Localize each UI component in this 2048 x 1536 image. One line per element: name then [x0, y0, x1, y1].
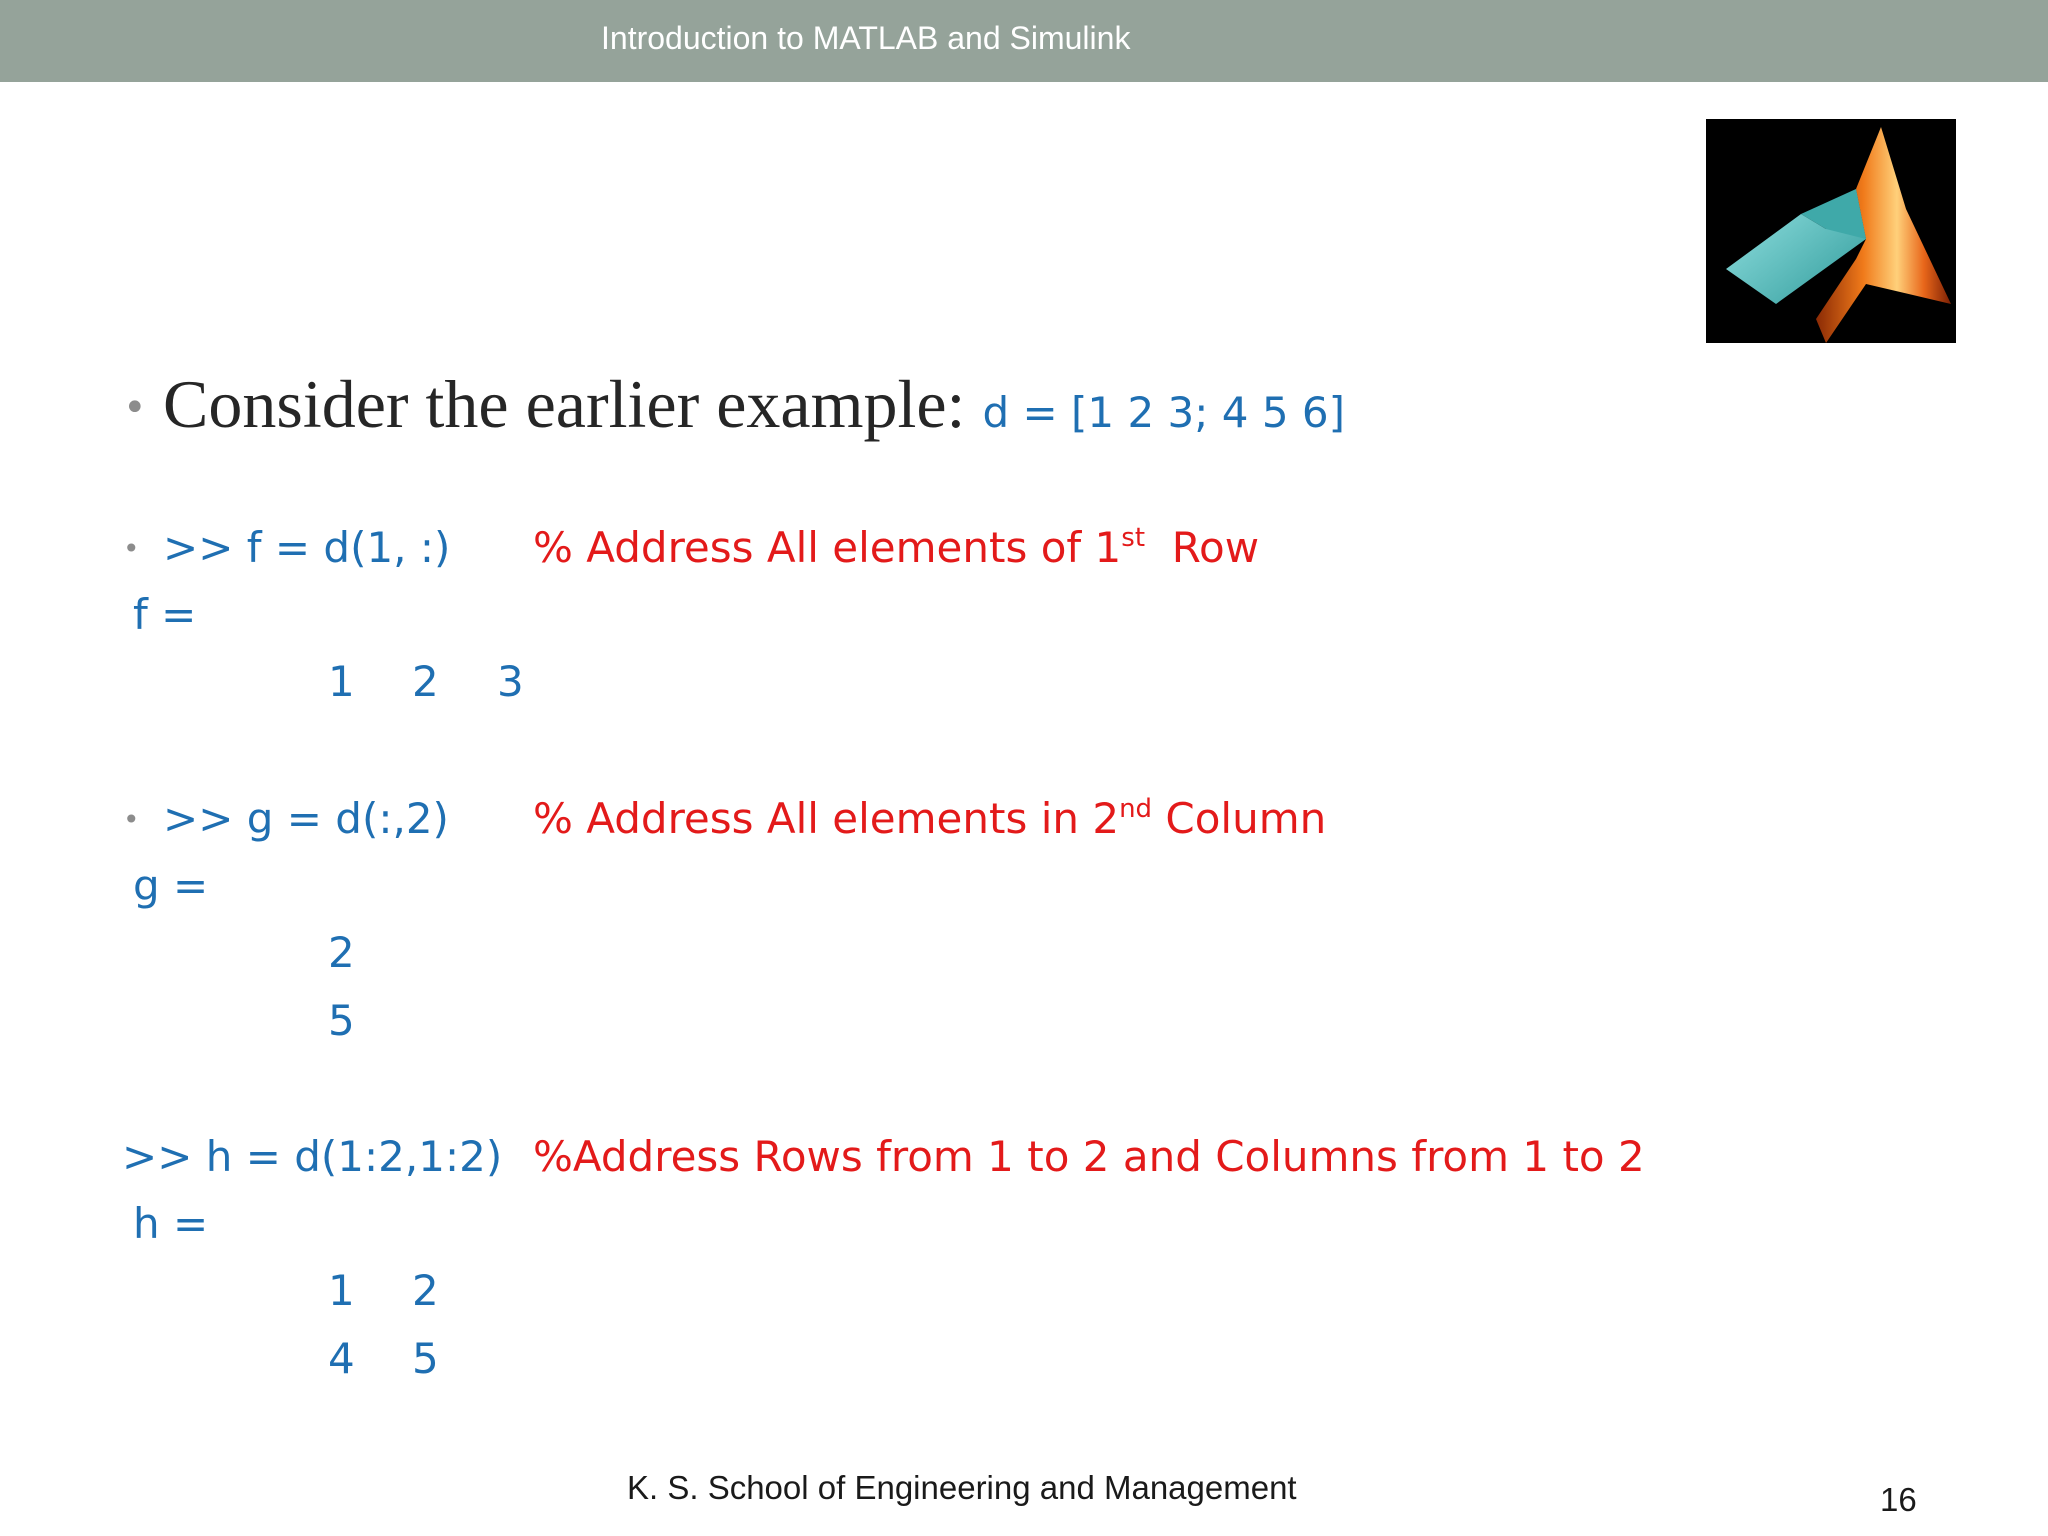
comment-h: %Address Rows from 1 to 2 and Columns from 1 to 2	[533, 1132, 1645, 1181]
matrix-cell: 2	[412, 657, 439, 706]
matlab-membrane-icon	[1706, 119, 1956, 343]
command-h: >> h = d(1:2,1:2)	[122, 1132, 503, 1181]
matlab-logo-icon	[1706, 119, 1956, 343]
comment-f: % Address All elements of 1st Row	[533, 523, 1260, 572]
matrix-cell: 5	[328, 996, 355, 1045]
header-bar	[0, 0, 2048, 82]
heading-code: d = [1 2 3; 4 5 6]	[982, 388, 1346, 437]
bullet-dot: •	[123, 803, 140, 836]
slide-heading	[163, 364, 1345, 453]
matrix-cell: 1	[328, 1266, 355, 1315]
header-title: Introduction to MATLAB and Simulink	[601, 20, 1131, 56]
page-number: 16	[1880, 1481, 1917, 1518]
matrix-cell: 5	[412, 1334, 439, 1383]
result-label-h: h =	[133, 1199, 209, 1248]
footer-institution: K. S. School of Engineering and Management	[627, 1469, 1297, 1506]
command-f: >> f = d(1, :)	[163, 523, 451, 572]
comment-g: % Address All elements in 2nd Column	[533, 794, 1327, 843]
command-g: >> g = d(:,2)	[163, 794, 449, 843]
matrix-cell: 4	[328, 1334, 355, 1383]
result-label-f: f =	[133, 590, 197, 639]
matrix-cell: 1	[328, 657, 355, 706]
matrix-cell: 2	[412, 1266, 439, 1315]
bullet-dot: •	[123, 385, 147, 431]
matrix-cell: 2	[328, 928, 355, 977]
result-label-g: g =	[133, 861, 209, 910]
heading-text: Consider the earlier example:	[163, 366, 983, 442]
bullet-dot: •	[123, 532, 140, 565]
matrix-cell: 3	[497, 657, 524, 706]
